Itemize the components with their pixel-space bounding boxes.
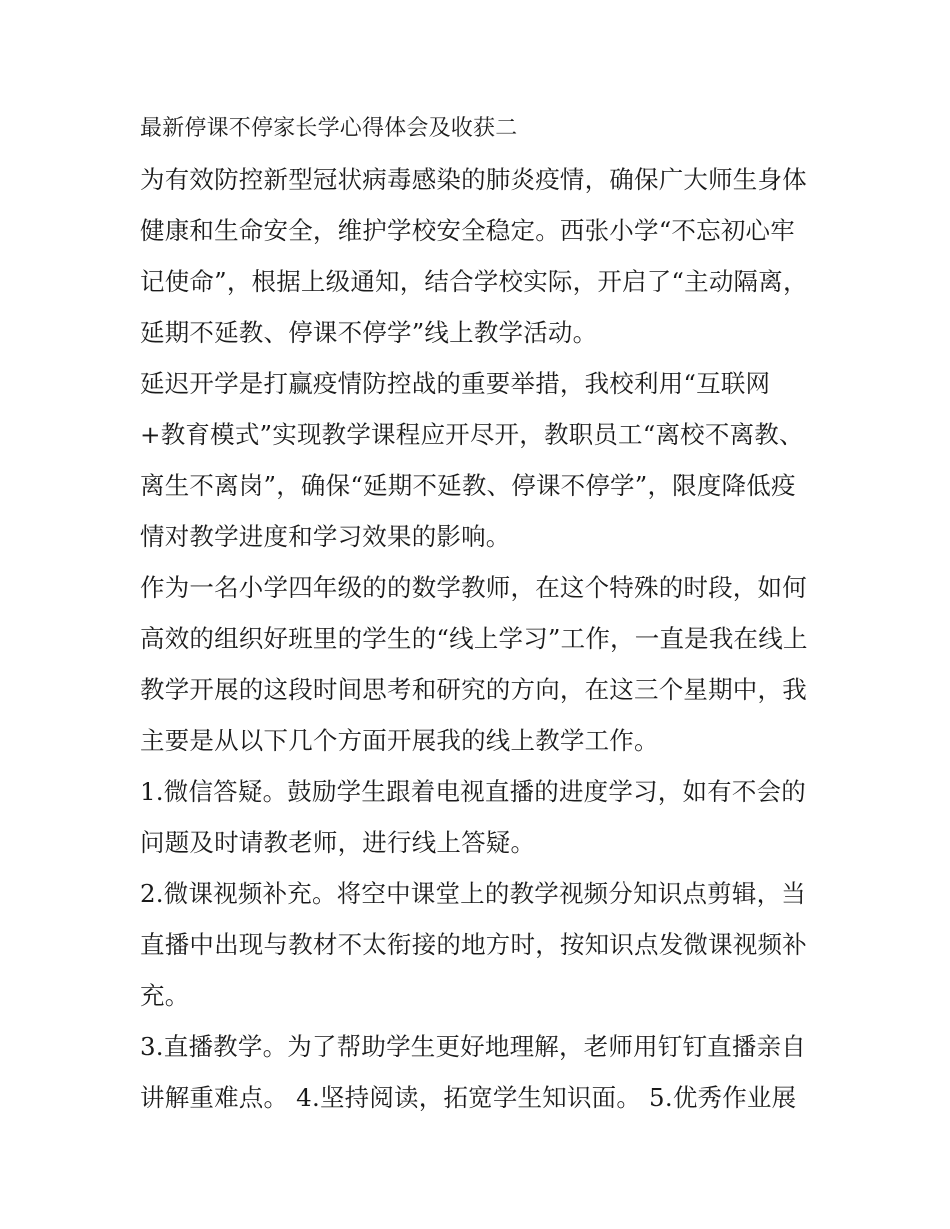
paragraph-line: 健康和生命安全，维护学校安全稳定。西张小学“不忘初心牢 [140, 216, 795, 245]
paragraph-line: 作为一名小学四年级的的数学教师，在这个特殊的时段，如何 [140, 573, 807, 602]
paragraph-line: 离生不离岗”，确保“延期不延教、停课不停学”，限度降低疫 [140, 471, 796, 500]
paragraph-line: 主要是从以下几个方面开展我的线上教学工作。 [140, 726, 659, 755]
list-item-line: 充。 [140, 981, 190, 1010]
paragraph-line: 教学开展的这段时间思考和研究的方向，在这三个星期中，我 [140, 675, 807, 704]
paragraph-line: +教育模式”实现教学课程应开尽开，教职员工“离校不离教、 [140, 420, 804, 449]
paragraph-line: 延迟开学是打赢疫情防控战的重要举措，我校利用“互联网 [140, 369, 771, 398]
list-item-line: 直播中出现与教材不太衔接的地方时，按知识点发微课视频补 [140, 930, 807, 959]
paragraph-line: 为有效防控新型冠状病毒感染的肺炎疫情，确保广大师生身体 [140, 165, 807, 194]
list-item-line: 2.微课视频补充。将空中课堂上的教学视频分知识点剪辑，当 [140, 879, 806, 908]
list-item-line: 讲解重难点。 4.坚持阅读，拓宽学生知识面。 5.优秀作业展 [140, 1083, 797, 1112]
paragraph-line: 延期不延教、停课不停学”线上教学活动。 [140, 318, 598, 347]
list-item-line: 3.直播教学。为了帮助学生更好地理解，老师用钉钉直播亲自 [140, 1032, 806, 1061]
document-title: 最新停课不停家长学心得体会及收获二 [140, 116, 518, 141]
list-item-line: 问题及时请教老师，进行线上答疑。 [140, 828, 536, 857]
paragraph-line: 情对教学进度和学习效果的影响。 [140, 522, 511, 551]
paragraph-line: 高效的组织好班里的学生的“线上学习”工作，一直是我在线上 [140, 624, 808, 653]
paragraph-line: 记使命”，根据上级通知，结合学校实际，开启了“主动隔离， [140, 267, 808, 296]
list-item-line: 1.微信答疑。鼓励学生跟着电视直播的进度学习，如有不会的 [140, 777, 806, 806]
